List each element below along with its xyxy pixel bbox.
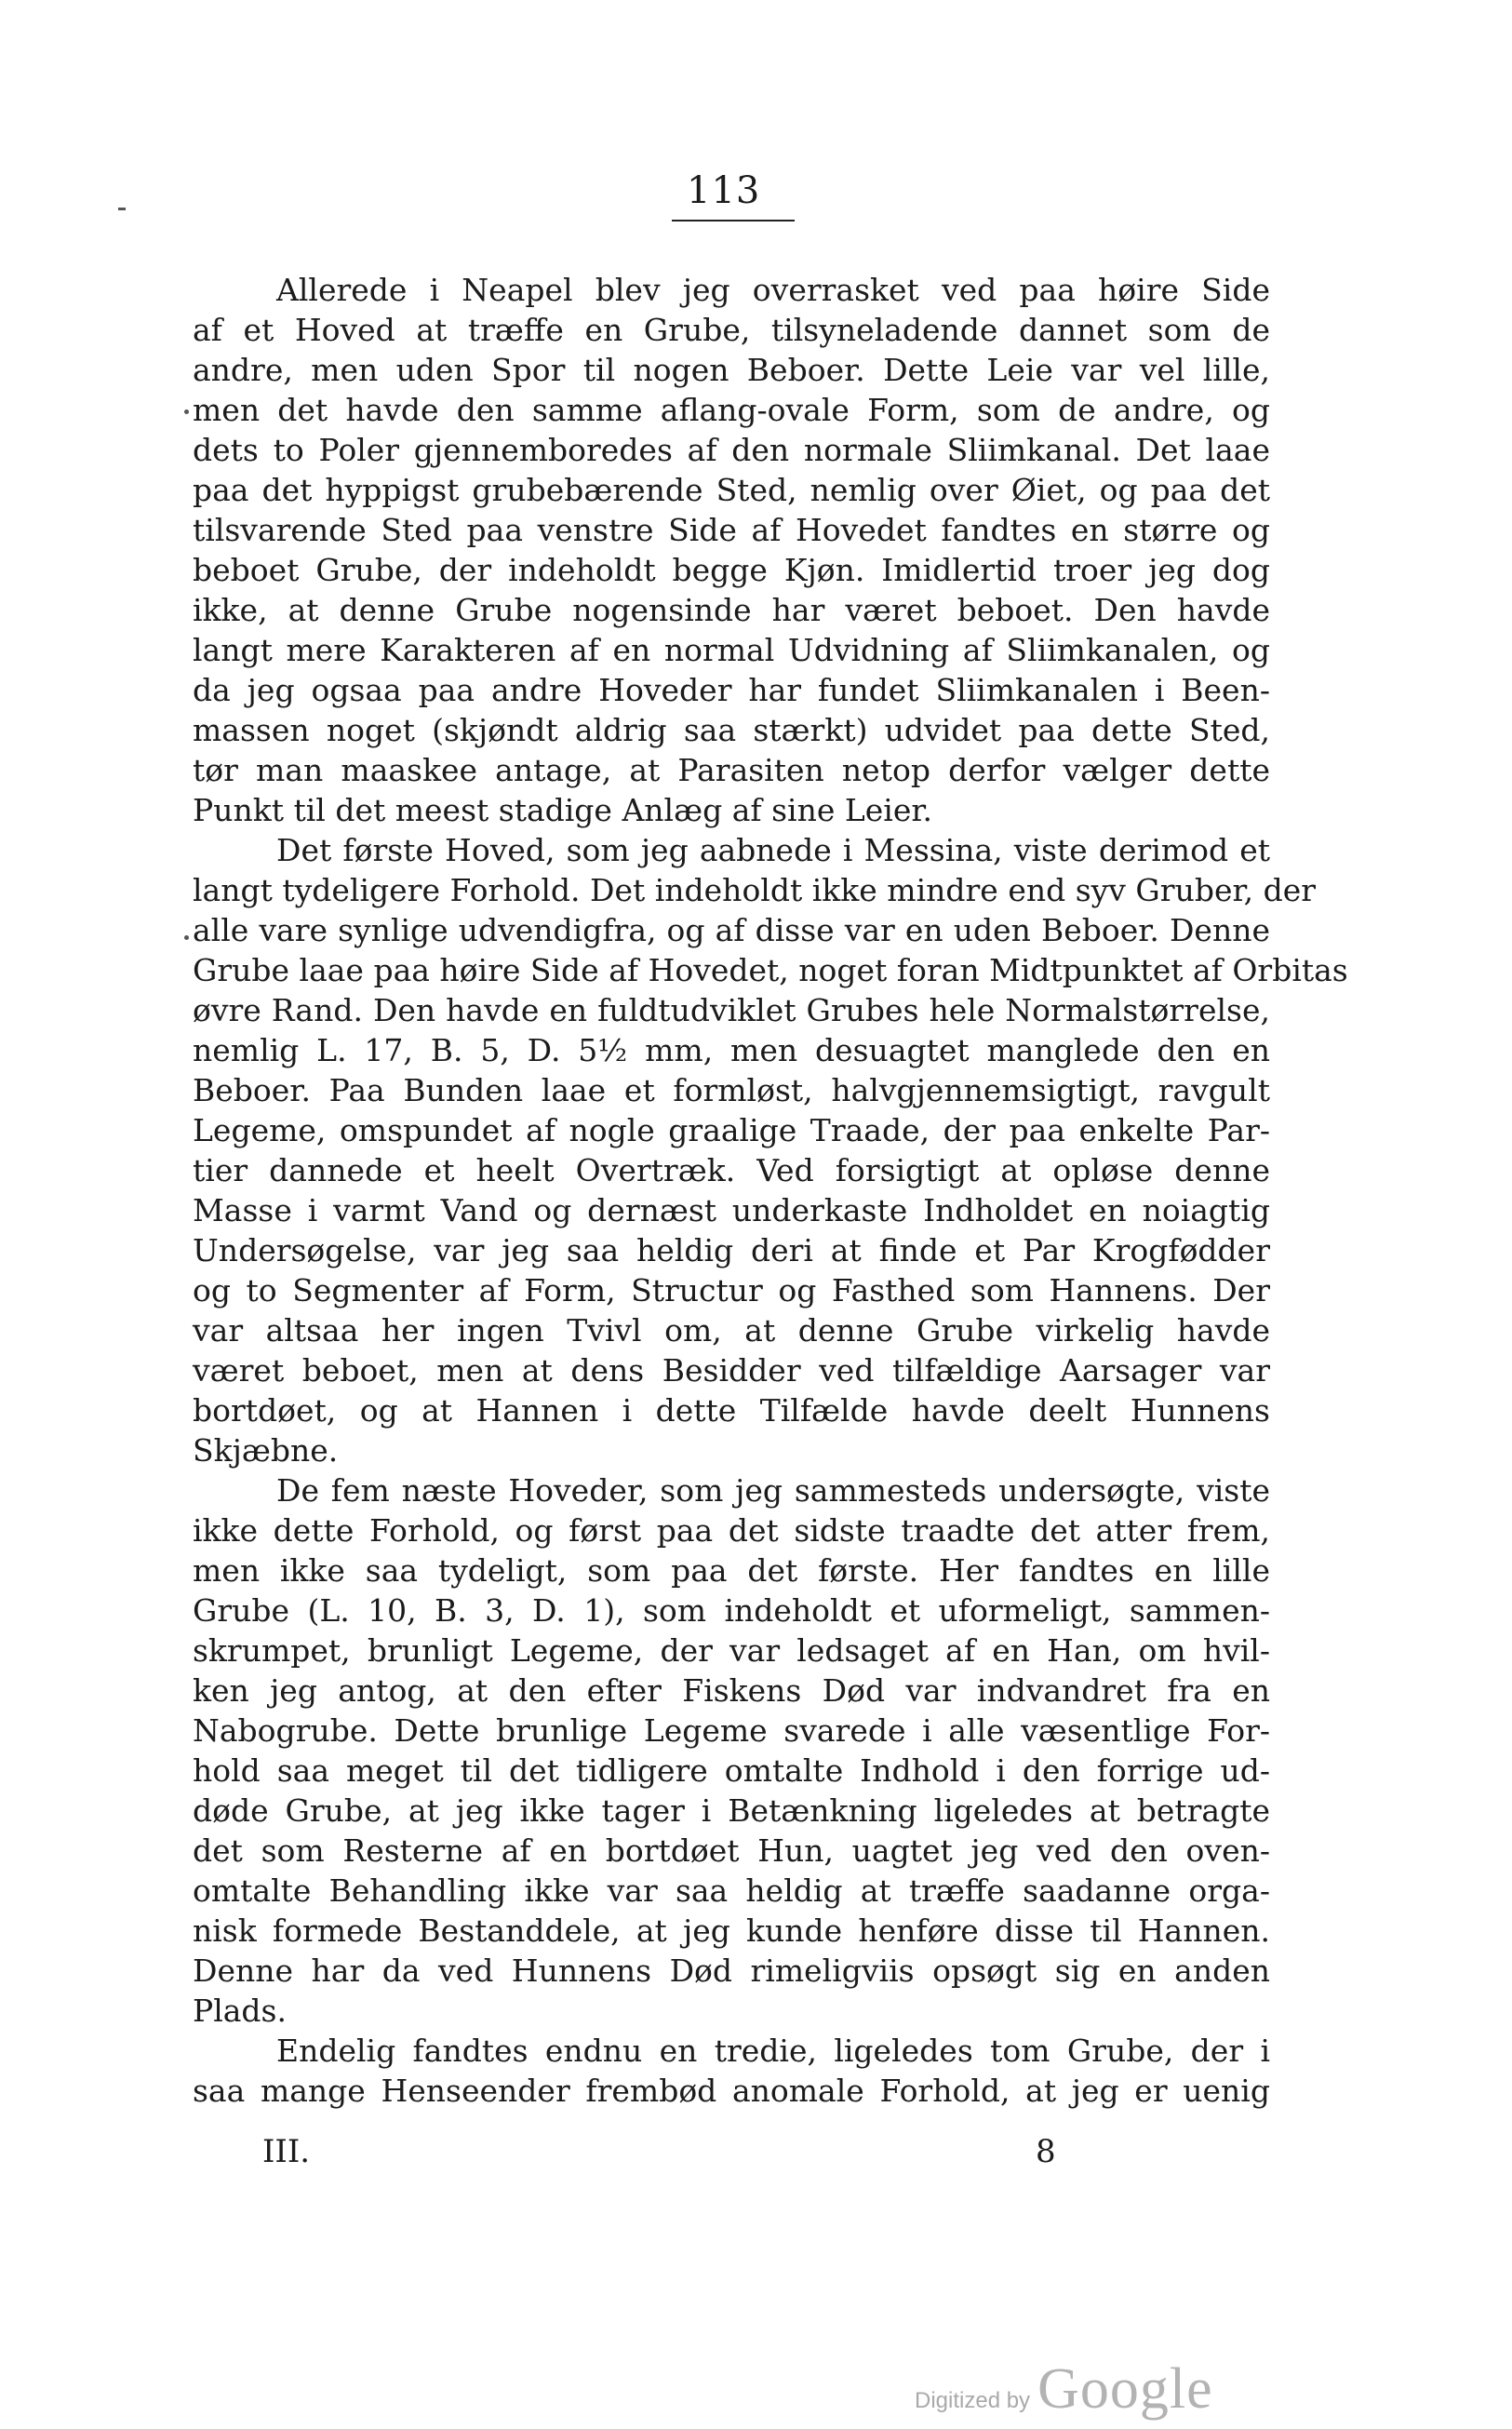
text-line: men ikke saa tydeligt, som paa det første. Her fandtes en lille bbox=[193, 1552, 1270, 1589]
page-number: 113 bbox=[687, 169, 761, 212]
page-number-rule bbox=[672, 220, 795, 221]
text-line: langt tydeligere Forhold. Det indeholdt ikke mindre end syv Gruber, der bbox=[193, 872, 1317, 908]
text-line: været beboet, men at dens Besidder ved tilfældige Aarsager var bbox=[193, 1352, 1270, 1389]
text-line: Legeme, omspundet af nogle graalige Traade, der paa enkelte Par- bbox=[193, 1112, 1270, 1148]
text-line: De fem næste Hoveder, som jeg sammesteds undersøgte, viste bbox=[276, 1472, 1270, 1509]
text-line: beboet Grube, der indeholdt begge Kjøn. Imidlertid troer jeg dog bbox=[193, 552, 1270, 588]
text-line: alle vare synlige udvendigfra, og af disse var en uden Beboer. Denne bbox=[193, 912, 1270, 948]
text-line: nisk formede Bestanddele, at jeg kunde henføre disse til Hannen. bbox=[193, 1912, 1270, 1949]
text-line: tilsvarende Sted paa venstre Side af Hovedet fandtes en større og bbox=[193, 512, 1270, 548]
text-line: Grube (L. 10, B. 3, D. 1), som indeholdt et uformeligt, sammen- bbox=[193, 1592, 1270, 1629]
margin-mark bbox=[184, 935, 189, 940]
text-line: nemlig L. 17, B. 5, D. 5½ mm, men desuagtet manglede den en bbox=[193, 1032, 1270, 1068]
text-line: omtalte Behandling ikke var saa heldig at træffe saadanne orga- bbox=[193, 1872, 1270, 1909]
text-line: Det første Hoved, som jeg aabnede i Messina, viste derimod et bbox=[276, 832, 1270, 868]
watermark-prefix: Digitized by bbox=[915, 2388, 1031, 2413]
text-line: tier dannede et heelt Overtræk. Ved forsigtigt at opløse denne bbox=[193, 1152, 1270, 1188]
text-line: var altsaa her ingen Tvivl om, at denne Grube virkelig havde bbox=[193, 1312, 1270, 1349]
signature-mark: III. bbox=[262, 2133, 311, 2170]
text-line: Grube laae paa høire Side af Hovedet, noget foran Midtpunktet af Orbitas bbox=[193, 952, 1348, 988]
text-line: Plads. bbox=[193, 1993, 287, 2029]
text-line: Skjæbne. bbox=[193, 1432, 339, 1469]
text-line: og to Segmenter af Form, Structur og Fasthed som Hannens. Der bbox=[193, 1272, 1270, 1308]
text-line: Punkt til det meest stadige Anlæg af sine Leier. bbox=[193, 792, 933, 828]
text-line: skrumpet, brunligt Legeme, der var ledsaget af en Han, om hvil- bbox=[193, 1632, 1270, 1669]
text-line: men det havde den samme aflang-ovale Form, som de andre, og bbox=[193, 392, 1270, 428]
text-line: øvre Rand. Den havde en fuldtudviklet Grubes hele Normalstørrelse, bbox=[193, 992, 1270, 1028]
sheet-number: 8 bbox=[1036, 2133, 1056, 2170]
margin-mark bbox=[184, 409, 189, 414]
text-line: døde Grube, at jeg ikke tager i Betænkning ligeledes at betragte bbox=[193, 1792, 1270, 1829]
body-text bbox=[193, 270, 1348, 2111]
text-line: andre, men uden Spor til nogen Beboer. Dette Leie var vel lille, bbox=[193, 352, 1270, 388]
text-line: det som Resterne af en bortdøet Hun, uagtet jeg ved den oven- bbox=[193, 1832, 1270, 1869]
text-line: Endelig fandtes endnu en tredie, ligeledes tom Grube, der i bbox=[276, 2033, 1270, 2069]
text-line: ikke dette Forhold, og først paa det sidste traadte det atter frem, bbox=[193, 1512, 1270, 1549]
text-line: da jeg ogsaa paa andre Hoveder har fundet Sliimkanalen i Been- bbox=[193, 672, 1270, 708]
text-line: hold saa meget til det tidligere omtalte Indhold i den forrige ud- bbox=[193, 1752, 1270, 1789]
text-line: paa det hyppigst grubebærende Sted, nemlig over Øiet, og paa det bbox=[193, 472, 1270, 508]
text-line: Allerede i Neapel blev jeg overrasket ved paa høire Side bbox=[276, 272, 1270, 308]
text-line: tør man maaskee antage, at Parasiten netop derfor vælger dette bbox=[193, 752, 1270, 788]
text-line: ikke, at denne Grube nogensinde har været beboet. Den havde bbox=[193, 592, 1270, 628]
text-line: Masse i varmt Vand og dernæst underkaste Indholdet en noiagtig bbox=[193, 1192, 1270, 1228]
text-line: langt mere Karakteren af en normal Udvidning af Sliimkanalen, og bbox=[193, 632, 1270, 668]
text-line: Denne har da ved Hunnens Død rimeligviis opsøgt sig en anden bbox=[193, 1953, 1270, 1989]
text-line: Undersøgelse, var jeg saa heldig deri at finde et Par Krogfødder bbox=[193, 1232, 1270, 1268]
google-logo: Google bbox=[1037, 2357, 1213, 2421]
digitized-watermark bbox=[915, 2356, 1213, 2422]
text-line: saa mange Henseender frembød anomale Forhold, at jeg er uenig bbox=[193, 2073, 1270, 2109]
text-line: massen noget (skjøndt aldrig saa stærkt) udvidet paa dette Sted, bbox=[193, 712, 1270, 748]
text-line: bortdøet, og at Hannen i dette Tilfælde havde deelt Hunnens bbox=[193, 1392, 1270, 1429]
text-line: Nabogrube. Dette brunlige Legeme svarede i alle væsentlige For- bbox=[193, 1712, 1270, 1749]
text-line: dets to Poler gjennemboredes af den normale Sliimkanal. Det laae bbox=[193, 432, 1270, 468]
text-line: ken jeg antog, at den efter Fiskens Død var indvandret fra en bbox=[193, 1672, 1270, 1709]
text-line: af et Hoved at træffe en Grube, tilsyneladende dannet som de bbox=[193, 312, 1270, 348]
text-line: Beboer. Paa Bunden laae et formløst, halvgjennemsigtigt, ravgult bbox=[193, 1072, 1270, 1108]
margin-mark bbox=[118, 208, 126, 210]
